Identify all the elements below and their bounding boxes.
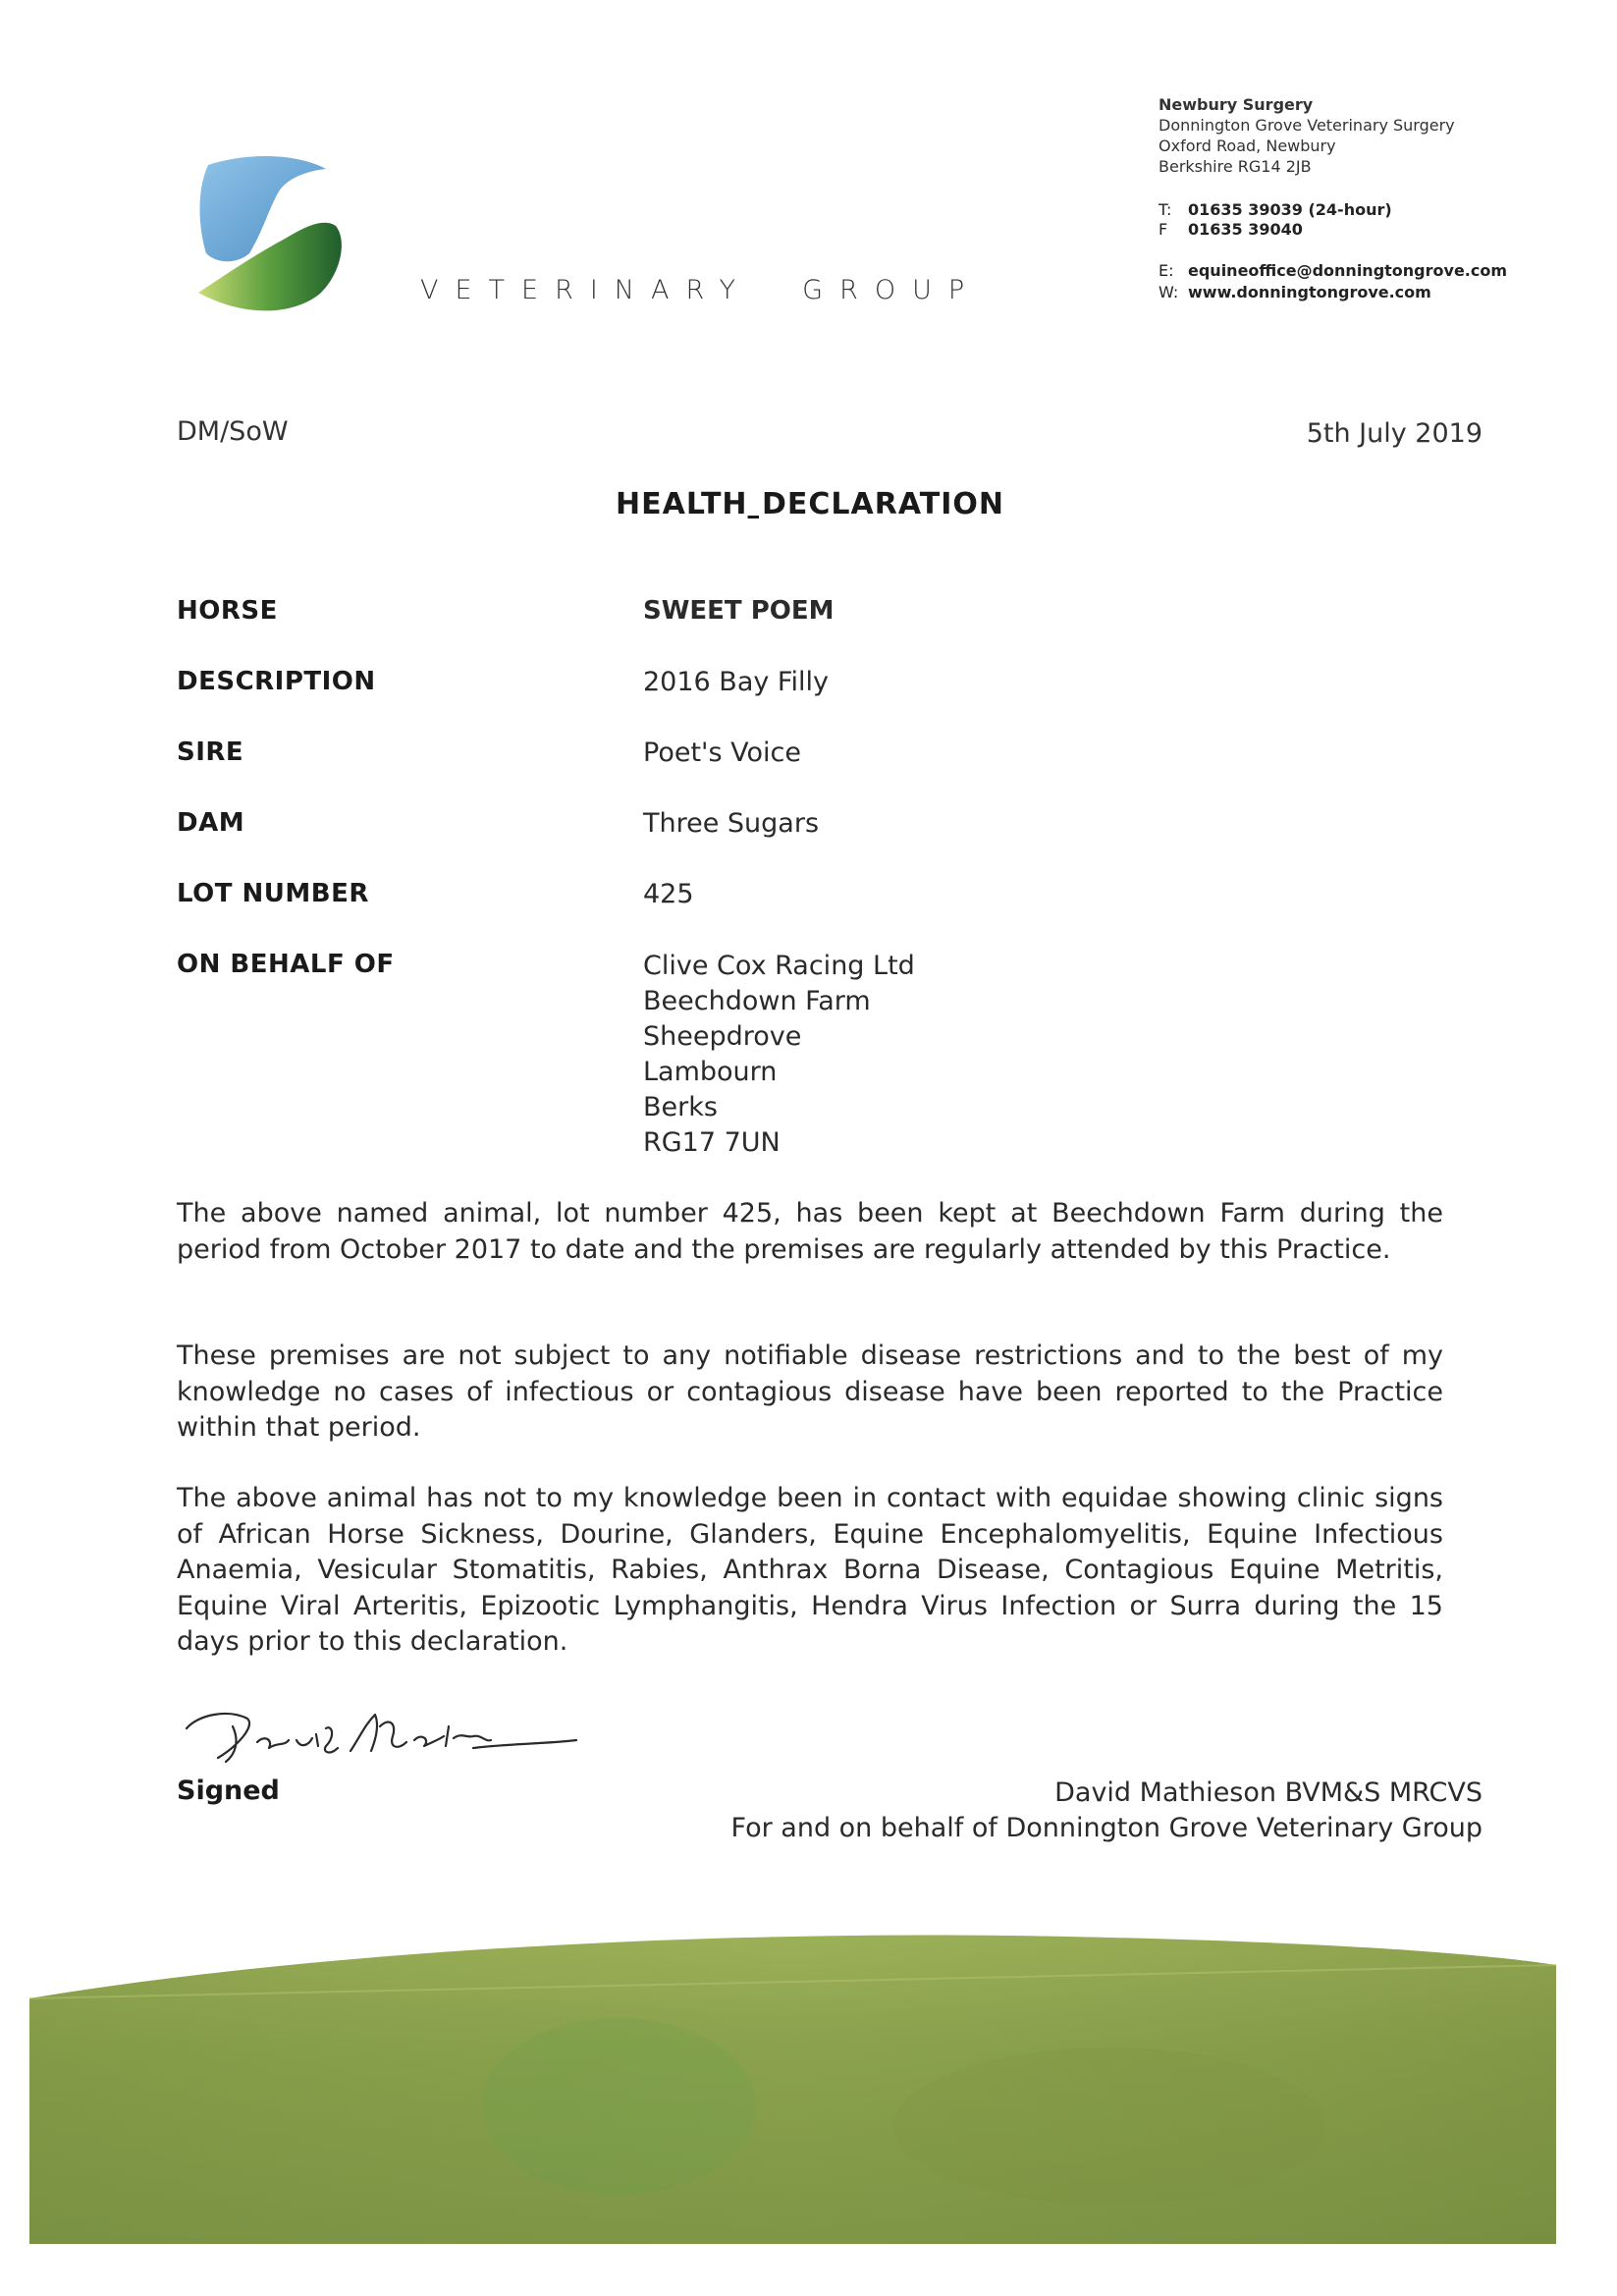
owner-line: Beechdown Farm [643,986,871,1016]
signer-name: David Mathieson BVM&S MRCVS [1054,1777,1482,1808]
web-key: W: [1159,283,1179,301]
fax: 01635 39040 [1188,220,1303,239]
field-value-sire: Poet's Voice [643,738,801,768]
address-line: Berkshire RG14 2JB [1159,157,1312,176]
signer-block [731,1776,1482,1846]
title-part: DECLARATION [762,487,1004,521]
field-value-on-behalf-of [643,949,915,1161]
document-title [0,487,1617,521]
owner-line: RG17 7UN [643,1127,781,1158]
owner-line: Clive Cox Racing Ltd [643,951,915,981]
field-label-lot-number: LOT NUMBER [177,879,369,908]
email-key: E: [1159,261,1174,280]
letter-date: 5th July 2019 [1306,418,1482,449]
handwritten-signature [179,1697,581,1776]
field-value-horse: SWEET POEM [643,596,835,626]
email: equineoffice@donningtongrove.com [1188,261,1508,280]
field-label-horse: HORSE [177,596,278,626]
website: www.donningtongrove.com [1188,283,1431,301]
field-label-sire: SIRE [177,738,244,767]
owner-line: Berks [643,1092,718,1122]
phone-block [1159,200,1392,240]
field-label-description: DESCRIPTION [177,667,376,696]
veterinary-group-logo [189,147,355,319]
paragraph: The above named animal, lot number 425, has been kept at Beechdown Farm during the period from October 2017 to date and the premises are regularly attended by this Practice. [177,1198,1443,1265]
tel-key: T: [1159,200,1172,219]
address-block [1159,94,1600,177]
reference: DM/SoW [177,416,289,447]
surgery-name: Newbury Surgery [1159,95,1314,114]
paragraph: These premises are not subject to any notifiable disease restrictions and to the best of my knowledge no cases of infectious or contagious disease have been reported to the Practice within that period. [177,1340,1443,1443]
group-name: VETERINARY GROUP [420,275,982,305]
field-label-dam: DAM [177,808,245,838]
paragraph: The above animal has not to my knowledge been in contact with equidae showing clinic signs of African Horse Sickness, Dourine, Glanders, Equine Encephalomyelitis, Equine Infectious Anaemia, Vesicular Stomatitis, Rabies, Anthrax Borna Disease, Contagious Equine Metritis, Equine Viral Arteritis, Epizootic Lymphangitis, Hendra Virus Infection or Surra during the 15 days prior to this declaration. [177,1483,1443,1657]
web-block [1159,260,1507,303]
field-value-description: 2016 Bay Filly [643,667,829,697]
owner-line: Sheepdrove [643,1021,802,1052]
telephone: 01635 39039 (24-hour) [1188,200,1392,219]
field-label-on-behalf-of: ON BEHALF OF [177,950,395,979]
owner-line: Lambourn [643,1057,778,1087]
title-part: HEALTH [616,487,748,521]
signed-label: Signed [177,1776,280,1806]
signer-role: For and on behalf of Donnington Grove Veterinary Group [730,1813,1482,1843]
address-line: Donnington Grove Veterinary Surgery [1159,116,1455,135]
fax-key: F [1159,220,1168,239]
field-value-dam: Three Sugars [643,808,820,839]
field-value-lot-number: 425 [643,879,694,909]
address-line: Oxford Road, Newbury [1159,137,1336,155]
footer-landscape-image [29,1930,1556,2244]
